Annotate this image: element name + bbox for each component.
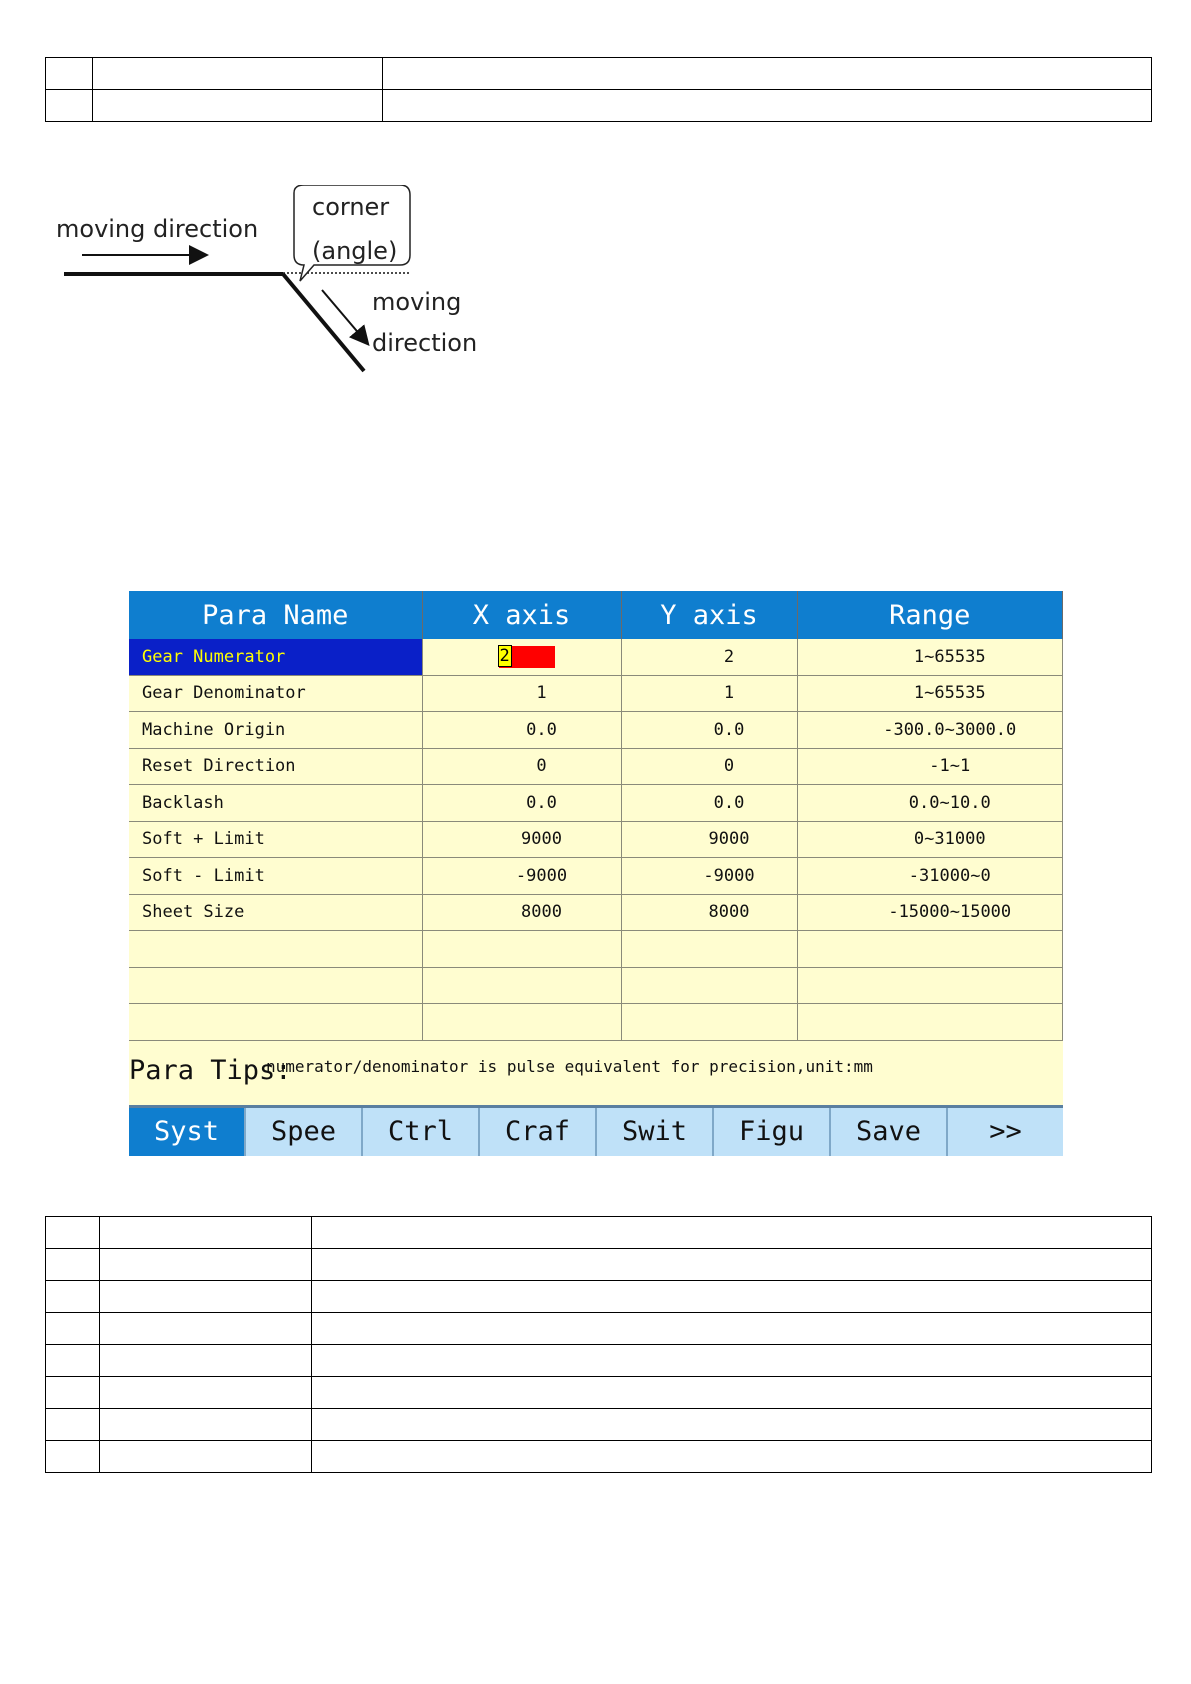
- direction-arrow-diagonal: [322, 290, 367, 343]
- menu-button-syst[interactable]: Syst: [129, 1108, 246, 1156]
- bottom-menu-bar: [129, 1108, 1063, 1156]
- param-x-value[interactable]: -9000: [422, 858, 621, 895]
- table-row[interactable]: [129, 712, 1063, 749]
- param-name: Gear Numerator: [129, 639, 422, 675]
- param-x-value[interactable]: 0.0: [422, 785, 621, 822]
- menu-button-swit[interactable]: Swit: [597, 1108, 714, 1156]
- column-header-para-name: Para Name: [129, 591, 422, 639]
- diagram-label-moving: moving: [372, 288, 462, 316]
- empty-row: [129, 1004, 1063, 1041]
- param-range: 1~65535: [797, 675, 1063, 712]
- table-row: [46, 1217, 1152, 1249]
- param-range: 1~65535: [797, 639, 1063, 675]
- para-tips-bar: [129, 1041, 1063, 1108]
- param-name: Soft + Limit: [129, 821, 422, 858]
- param-name: Reset Direction: [129, 748, 422, 785]
- table-row: [46, 1249, 1152, 1281]
- param-y-value[interactable]: 0.0: [621, 785, 797, 822]
- edit-cursor-value: 2: [499, 645, 510, 666]
- table-row[interactable]: [129, 785, 1063, 822]
- cnc-parameter-screen: [129, 591, 1063, 1154]
- diagram-label-moving-direction: moving direction: [56, 215, 259, 243]
- param-x-value[interactable]: 0: [422, 748, 621, 785]
- param-x-value[interactable]: 8000: [422, 894, 621, 931]
- table-row: [46, 1409, 1152, 1441]
- diagram-label-angle: (angle): [312, 237, 398, 265]
- param-range: -31000~0: [797, 858, 1063, 895]
- param-range: -1~1: [797, 748, 1063, 785]
- param-y-value[interactable]: -9000: [621, 858, 797, 895]
- param-x-value[interactable]: 9000: [422, 821, 621, 858]
- header-row: [129, 591, 1063, 639]
- param-y-value[interactable]: 9000: [621, 821, 797, 858]
- corner-angle-diagram: [50, 185, 490, 375]
- parameter-table: [129, 591, 1063, 1041]
- param-y-value[interactable]: 2: [621, 639, 797, 675]
- table-row[interactable]: [129, 858, 1063, 895]
- table-row[interactable]: [129, 821, 1063, 858]
- empty-row: [129, 967, 1063, 1004]
- top-document-table: [45, 57, 1152, 122]
- table-row: [46, 1313, 1152, 1345]
- param-range: 0~31000: [797, 821, 1063, 858]
- diagram-label-direction: direction: [372, 329, 478, 357]
- menu-button-more[interactable]: >>: [948, 1108, 1063, 1156]
- column-header-range: Range: [797, 591, 1063, 639]
- param-name: Gear Denominator: [129, 675, 422, 712]
- param-name: Sheet Size: [129, 894, 422, 931]
- param-range: 0.0~10.0: [797, 785, 1063, 822]
- param-x-value-edit[interactable]: [422, 639, 621, 675]
- path-diagonal-segment: [283, 274, 364, 371]
- param-range: -300.0~3000.0: [797, 712, 1063, 749]
- table-row: [46, 1377, 1152, 1409]
- param-range: -15000~15000: [797, 894, 1063, 931]
- param-name: Machine Origin: [129, 712, 422, 749]
- param-name: Soft - Limit: [129, 858, 422, 895]
- table-row: [46, 58, 1152, 90]
- diagram-label-corner: corner: [312, 193, 390, 221]
- table-row: [46, 90, 1152, 122]
- menu-button-craf[interactable]: Craf: [480, 1108, 597, 1156]
- table-row[interactable]: [129, 675, 1063, 712]
- table-row: [46, 1281, 1152, 1313]
- table-row[interactable]: [129, 748, 1063, 785]
- value-edit-box[interactable]: [499, 646, 555, 668]
- param-x-value[interactable]: 1: [422, 675, 621, 712]
- column-header-y-axis: Y axis: [621, 591, 797, 639]
- param-y-value[interactable]: 8000: [621, 894, 797, 931]
- column-header-x-axis: X axis: [422, 591, 621, 639]
- table-row: [46, 1345, 1152, 1377]
- empty-row: [129, 931, 1063, 968]
- menu-button-spee[interactable]: Spee: [246, 1108, 363, 1156]
- param-y-value[interactable]: 1: [621, 675, 797, 712]
- menu-button-ctrl[interactable]: Ctrl: [363, 1108, 480, 1156]
- menu-button-save[interactable]: Save: [831, 1108, 948, 1156]
- param-name: Backlash: [129, 785, 422, 822]
- param-x-value[interactable]: 0.0: [422, 712, 621, 749]
- table-row[interactable]: [129, 639, 1063, 675]
- param-y-value[interactable]: 0: [621, 748, 797, 785]
- menu-button-figu[interactable]: Figu: [714, 1108, 831, 1156]
- para-tips-label: Para Tips:: [129, 1054, 292, 1086]
- param-y-value[interactable]: 0.0: [621, 712, 797, 749]
- bottom-document-table: [45, 1216, 1152, 1473]
- table-row: [46, 1441, 1152, 1473]
- table-row[interactable]: [129, 894, 1063, 931]
- para-tips-text: numerator/denominator is pulse equivalent for precision,unit:mm: [266, 1056, 873, 1076]
